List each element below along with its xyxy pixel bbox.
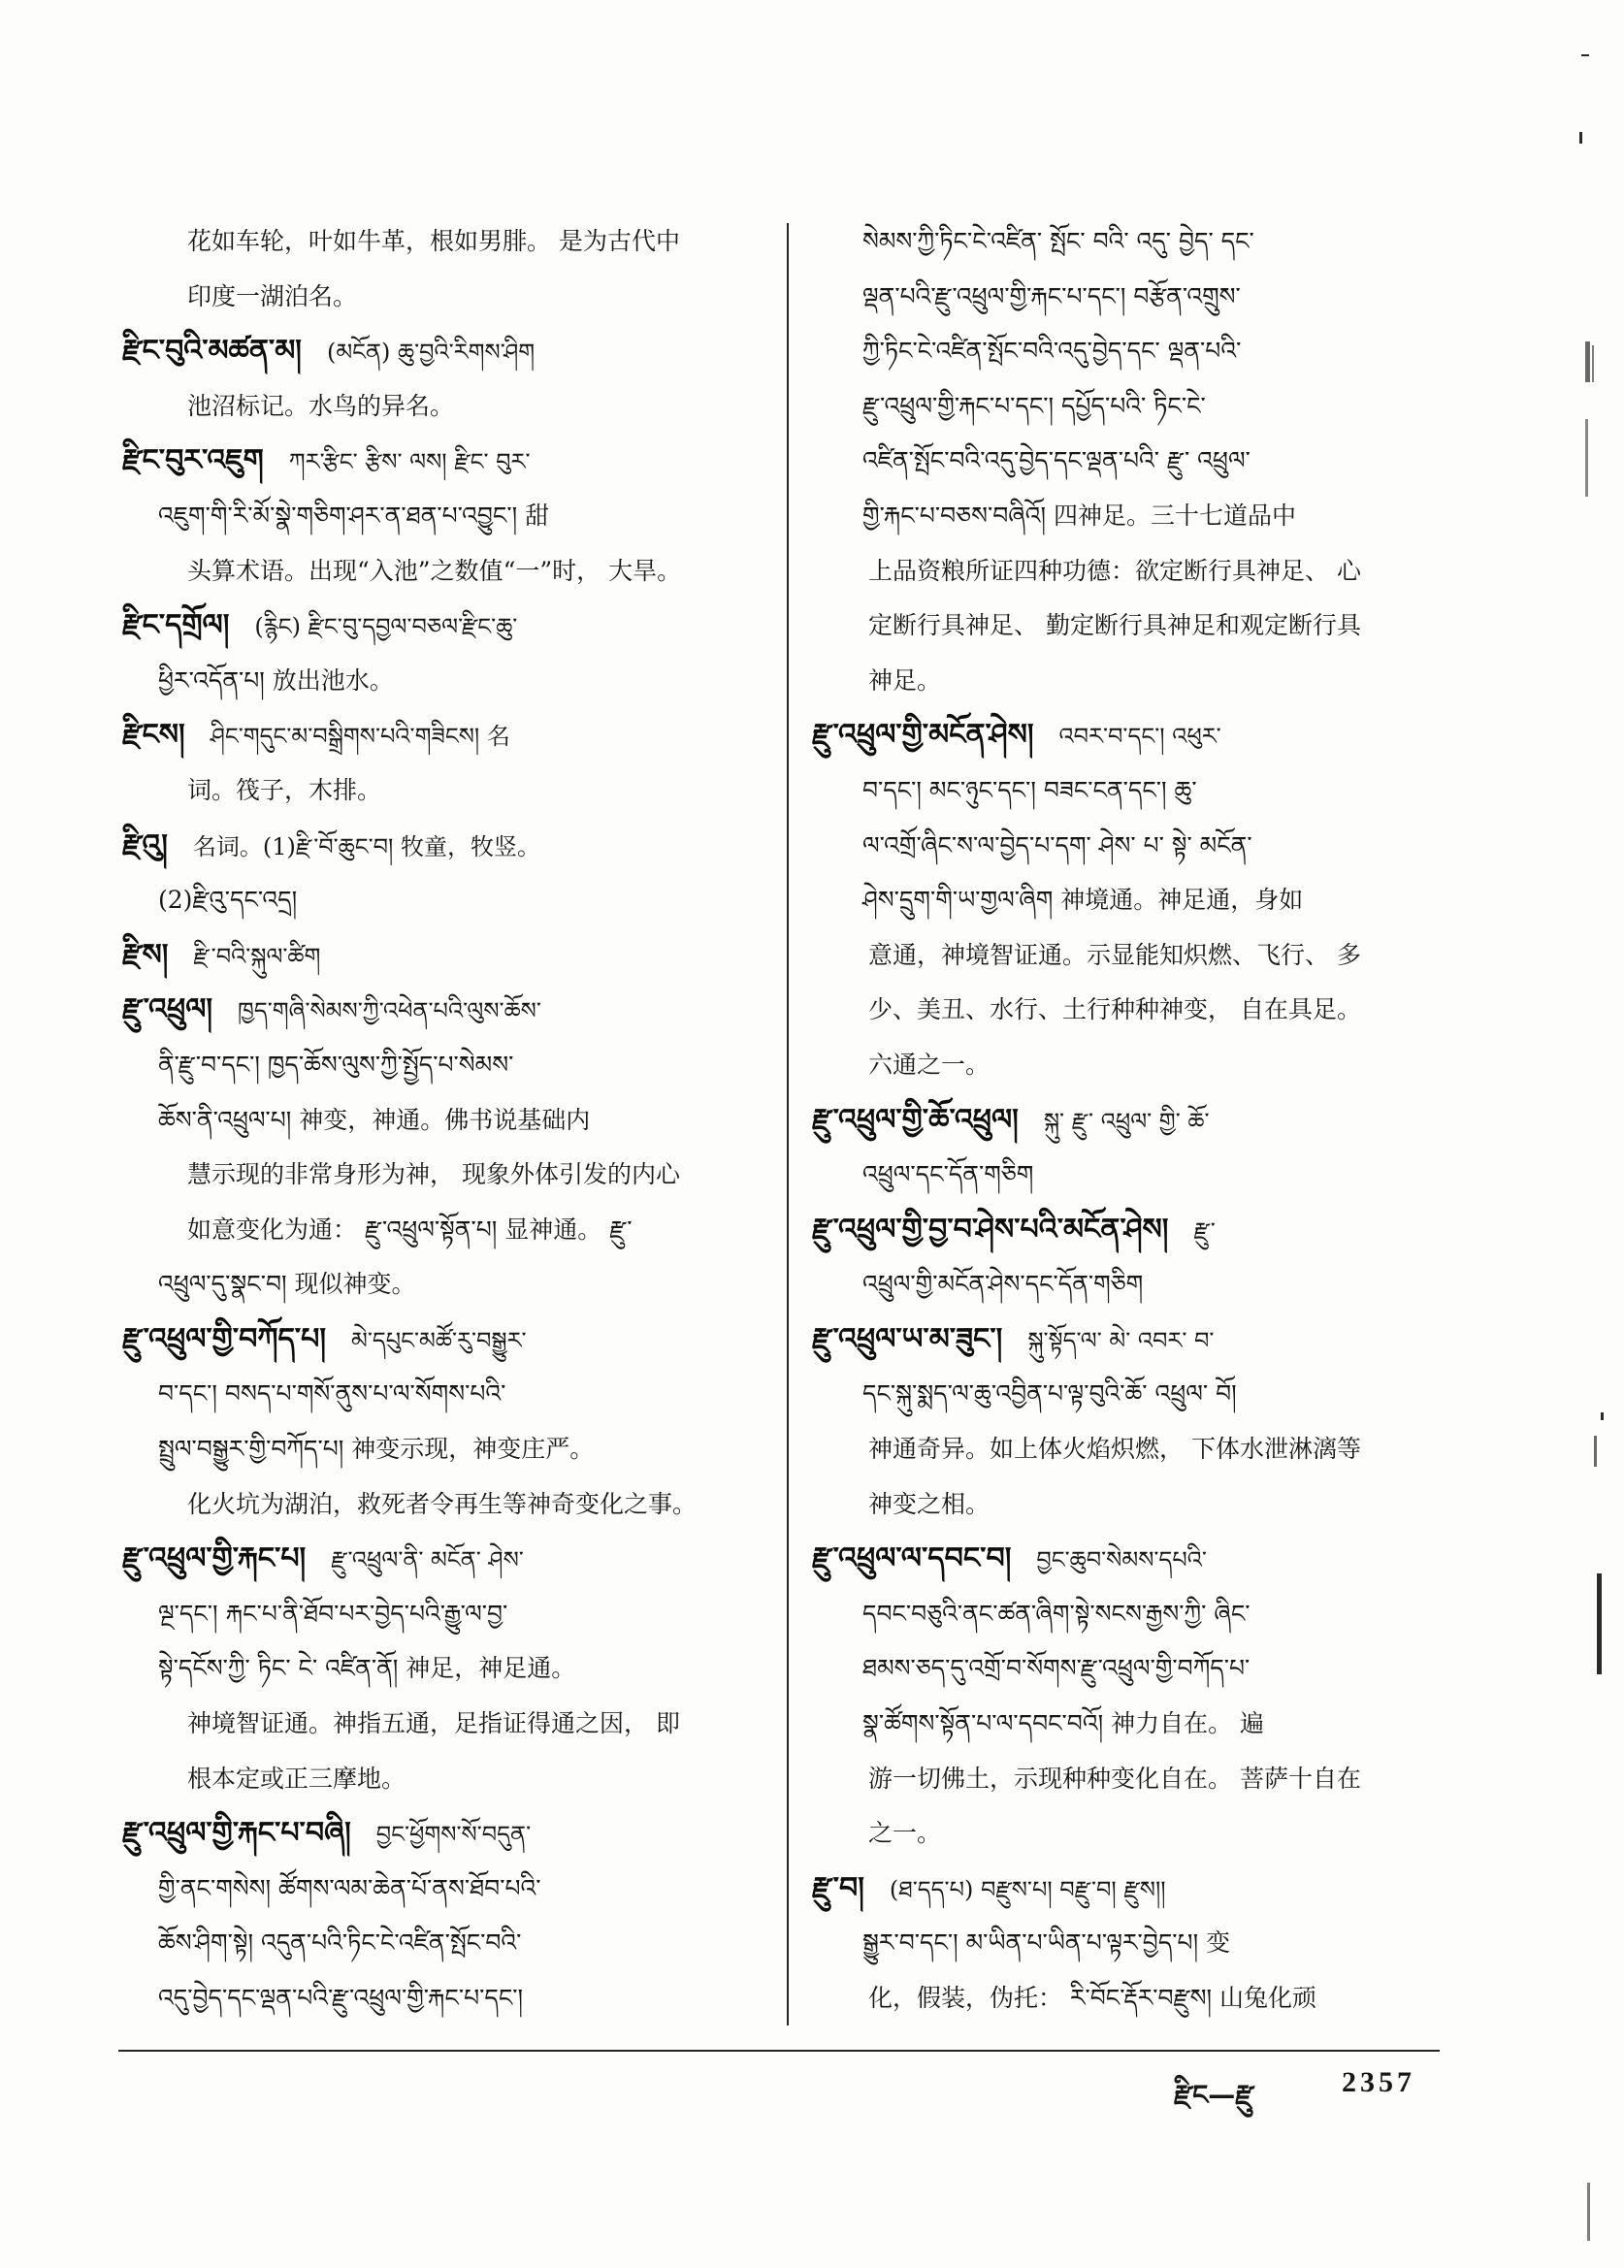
scan-artifact: [1579, 132, 1582, 144]
definition-text: (ཐ་དད་པ) བརྫུས་པ། བརྫུ་བ། རྫུས།།: [889, 1875, 1166, 1903]
definition-line: ཤེས་དྲུག་གི་ཡ་གྱལ་ཞིག 神境通。神足通，身如: [862, 886, 1304, 915]
definition-line: སྤྲུལ་བསྒྱུར་གྱི་བཀོད་པ། 神变示现，神变庄严。: [158, 1435, 595, 1464]
definition-line: གྱི་ནང་གསེས། ཚོགས་ལམ་ཆེན་པོ་ནས་ཐོབ་པའི་: [158, 1873, 541, 1902]
definition-line: འཇུག་གི་རི་མོ་སྣེ་གཅིག་ཤར་ན་ཐན་པ་འབྱུང་། 甜: [158, 501, 550, 530]
headword: རྫུ་འཕྲུལ་གྱི་རྐང་པ།: [122, 1541, 307, 1576]
definition-line: 神变之相。: [868, 1489, 991, 1518]
definition-line: ནི་རྫུ་བ་དང་། ཁྱད་ཆོས་ལུས་ཀྱི་སྤྱོད་པ་སེམས་: [158, 1050, 514, 1079]
definition-line: 六通之一。: [868, 1050, 991, 1079]
definition-line: 上品资粮所证四种功德：欲定断行具神足、 心: [868, 556, 1361, 585]
definition-line: 神通奇异。如上体火焰炽燃， 下体水泄淋漓等: [868, 1435, 1361, 1464]
definition-line: 如意变化为通： རྫུ་འཕྲུལ་སྟོན་པ། 显神通。 རྫུ་: [187, 1215, 633, 1244]
dictionary-entry: [812, 708, 1437, 1092]
definition-line: 头算术语。出现“入池”之数值“一”时， 大旱。: [187, 556, 682, 585]
definition-line: ལྡན་པའི་རྫུ་འཕྲུལ་གྱི་རྐང་པ་དང་། བརྩོན་འགྲུས་: [862, 281, 1241, 310]
definition-text: (མངོན) ཆུ་བྱའི་རིགས་ཤིག: [326, 339, 536, 367]
headword: རྫིས།: [122, 937, 169, 972]
scan-artifact: [1581, 54, 1589, 56]
definition-line: རྫུ་འཕྲུལ་གྱི་རྐང་པ་དང་། དཔྱོད་པའི་ ཏིང་ངེ་: [862, 391, 1206, 420]
headword: རྫིང་དགྲོལ།: [122, 608, 230, 643]
headword-line: [812, 1203, 1437, 1258]
dictionary-entry: [122, 708, 763, 818]
definition-text: སྐུ་སྟོད་ལ་ མེ་ འབར་ བ་: [1027, 1326, 1215, 1354]
definition-text: ཀར་རྩིང་ རྩིས་ ལས། རྫིང་ བུར་: [288, 448, 531, 476]
definition-line: 化，假装，伪托： རི་བོང་རྡོར་བརྫུས། 山兔化顽: [868, 1984, 1316, 2012]
definition-line: 化火坑为湖泊，救死者令再生等神奇变化之事。: [187, 1489, 698, 1518]
headword: རྫུ་འཕྲུལ་གྱི་བྱ་བ་ཤེས་པའི་མངོན་ཤེས།: [812, 1212, 1169, 1247]
definition-line: སེམས་ཀྱི་ཏིང་ངེ་འཛིན་ སྤོང་ བའི་ འདུ་ བྱེད་ དང་: [862, 227, 1254, 255]
definition-line: བ་དང་། མང་ཉུང་དང་། བཟང་ངན་དང་། ཆུ་: [862, 775, 1197, 804]
definition-line: འཕྲུལ་དུ་སྣང་བ། 现似神变。: [158, 1270, 416, 1299]
headword-line: [122, 599, 763, 654]
page-number: 2357: [1342, 2066, 1415, 2098]
definition-line: ལ་འགྲོ་ཞིང་ས་ལ་བྱེད་པ་དག་ ཤེས་ པ་ སྟེ་ མངོན་: [862, 830, 1252, 859]
dictionary-entry: [812, 1312, 1437, 1532]
definition-text: རྫུ་: [1193, 1216, 1216, 1245]
definition-line: 花如车轮，叶如牛革，根如男腓。 是为古代中: [187, 227, 680, 255]
definition-text: བྱང་ཕྱོགས་སོ་བདུན་: [375, 1821, 532, 1849]
definition-line: འཕྲུལ་དང་དོན་གཅིག: [862, 1160, 1034, 1189]
definition-text: ཤིང་གདུང་མ་བསྒྲིགས་པའི་གཟིངས། 名: [210, 723, 510, 751]
definition-line: 少、美丑、水行、土行种种神变， 自在具足。: [868, 995, 1361, 1024]
headword-line: [122, 1532, 763, 1587]
dictionary-entry: [812, 1203, 1437, 1312]
entry-continuation: [812, 214, 1437, 708]
definition-text: (རྙིང) རྫིང་བུ་དབྱལ་བཅལ་རྫིང་ཆུ་: [254, 613, 518, 641]
definition-line: (2)རྫིའུ་དང་འདྲ།: [158, 886, 298, 915]
definition-text: རྫི་བའི་སྐུལ་ཚིག: [193, 942, 321, 970]
dictionary-entry: [122, 434, 763, 599]
headword-line: [812, 1532, 1437, 1587]
definition-line: སྟེ་དངོས་ཀྱི་ ཏིང་ ངེ་ འཛིན་ནོ། 神足，神足通。: [158, 1654, 576, 1683]
headword: རྫུ་འཕྲུལ་གྱི་བཀོད་པ།: [122, 1321, 326, 1356]
definition-line: 意通，神境智证通。示显能知炽燃、飞行、 多: [868, 940, 1361, 969]
dictionary-entry: [122, 1532, 763, 1806]
headword-line: [812, 1862, 1437, 1917]
left-column: [122, 214, 763, 2026]
headword-line: [122, 1806, 763, 1862]
headword: རྫུ་འཕྲུལ།: [122, 992, 213, 1027]
definition-text: འབར་བ་དང་། འཕུར་: [1058, 723, 1221, 751]
definition-line: དབང་བཅུའི་ནང་ཚན་ཞིག་སྟེ་སངས་རྒྱས་ཀྱི་ ཞིང་: [862, 1599, 1250, 1628]
dictionary-entry: [122, 324, 763, 434]
dictionary-entry: [122, 819, 763, 928]
scan-artifact: [1594, 1436, 1597, 1467]
definition-text: སྐུ་ རྫུ་ འཕྲུལ་ གྱི་ ཆོ་: [1043, 1107, 1210, 1135]
headword: རྫིངས།: [122, 718, 185, 753]
definition-line: 慧示现的非常身形为神， 现象外体引发的内心: [187, 1160, 680, 1189]
definition-line: དང་སྐུ་སྨད་ལ་ཆུ་འབྱིན་པ་ལྟ་བུའི་ཆོ་ འཕྲུལ་ བོ།: [862, 1379, 1237, 1409]
headword-line: [812, 1093, 1437, 1149]
definition-line: 之一。: [868, 1819, 942, 1848]
definition-text: རྫུ་འཕྲུལ་ནི་ མངོན་ ཤེས་: [331, 1546, 524, 1574]
scan-artifact: [1585, 419, 1588, 497]
definition-line: ཀྱི་ཏིང་ངེ་འཛིན་སྤོང་བའི་འདུ་བྱེད་དང་ ལྡན་པའི་: [862, 337, 1242, 366]
definition-line: 印度一湖泊名。: [187, 281, 358, 310]
definition-line: བ་དང་། བསད་པ་གསོ་ནུས་པ་ལ་སོགས་པའི་: [158, 1379, 506, 1409]
definition-line: སྒྱུར་བ་དང་། མ་ཡིན་པ་ཡིན་པ་ལྟར་བྱེད་པ། 变: [862, 1928, 1231, 1958]
definition-line: སྣ་ཚོགས་སྟོན་པ་ལ་དབང་བའོ། 神力自在。 遍: [862, 1709, 1265, 1738]
definition-line: 神境智证通。神指五通，足指证得通之因， 即: [187, 1709, 680, 1738]
headword: རྫིའུ།: [122, 827, 168, 862]
headword: རྫུ་འཕྲུལ་གྱི་རྐང་པ་བཞི།: [122, 1816, 351, 1851]
definition-line: 词。筏子，木排。: [187, 775, 382, 804]
headword: རྫུ་བ།: [812, 1870, 864, 1905]
definition-line: གྱི་རྐང་པ་བཅས་བཞིའོ། 四神足。三十七道品中: [862, 501, 1296, 530]
scan-artifact: [1592, 345, 1594, 382]
dictionary-entry: [122, 983, 763, 1312]
footer-rule: [118, 2050, 1440, 2052]
definition-line: འཕྲུལ་གྱི་མངོན་ཤེས་དང་དོན་གཅིག: [862, 1270, 1144, 1299]
definition-line: 池沼标记。水鸟的异名。: [187, 391, 455, 420]
headword: རྫིང་བུར་འཇུག: [122, 443, 264, 478]
headword: རྫུ་འཕྲུལ་ལ་དབང་བ།: [812, 1541, 1012, 1576]
headword-line: [122, 1312, 763, 1368]
dictionary-entry: [812, 1093, 1437, 1203]
definition-line: 定断行具神足、 勤定断行具神足和观定断行具: [868, 611, 1361, 640]
dictionary-entry: [812, 1862, 1437, 2026]
definition-text: 名词。(1)རྫི་བོ་ཆུང་བ། 牧童，牧竖。: [192, 832, 540, 860]
headword-line: [122, 324, 763, 379]
headword-line: [122, 928, 763, 984]
headword: རྫུ་འཕྲུལ་གྱི་ཆོ་འཕྲུལ།: [812, 1102, 1019, 1137]
scan-artifact: [1597, 1573, 1602, 1674]
definition-line: 游一切佛土，示现种种变化自在。 菩萨十自在: [868, 1764, 1361, 1793]
scan-artifact: [1585, 341, 1590, 382]
dictionary-entry: [812, 1532, 1437, 1862]
definition-line: 根本定或正三摩地。: [187, 1764, 406, 1793]
definition-line: འཛིན་སྤོང་བའི་འདུ་བྱེད་དང་ལྡན་པའི་ རྫུ་ འཕྲུལ་: [862, 446, 1250, 475]
guide-words: རྫིང—རྫུ: [1174, 2079, 1254, 2111]
dictionary-entry: [122, 1806, 763, 2025]
headword: རྫུ་འཕྲུལ་ཡ་མ་ཟུང་།: [812, 1321, 1003, 1356]
scan-artifact: [1601, 1412, 1604, 1420]
definition-line: ཐམས་ཅད་དུ་འགྲོ་བ་སོགས་རྫུ་འཕྲུལ་གྱི་བཀོད་པ་: [862, 1654, 1250, 1683]
headword: རྫུ་འཕྲུལ་གྱི་མངོན་ཤེས།: [812, 718, 1034, 753]
dictionary-entry: [122, 1312, 763, 1532]
headword-line: [812, 708, 1437, 763]
headword-line: [122, 708, 763, 763]
entry-continuation: [122, 214, 763, 324]
definition-line: ཆོས་ཤིག་སྟེ། འདུན་པའི་ཏིང་ངེ་འཛིན་སྤོང་བའི་: [158, 1928, 522, 1958]
headword-line: [122, 434, 763, 489]
scan-artifact: [1587, 2183, 1590, 2241]
definition-text: བྱང་ཆུབ་སེམས་དཔའི་: [1036, 1546, 1207, 1574]
definition-line: ཕྱིར་འདོན་པ། 放出池水。: [158, 665, 394, 695]
definition-line: ལྔ་དང་། རྐང་པ་ནི་ཐོབ་པར་བྱེད་པའི་རྒྱུ་ལ་བྱ་: [158, 1599, 508, 1628]
definition-line: 神足。: [868, 665, 942, 695]
dictionary-entry: [122, 928, 763, 984]
definition-line: ཆོས་ནི་འཕྲུལ་པ། 神变，神通。佛书说基础内: [158, 1105, 591, 1134]
column-divider: [787, 223, 789, 2025]
dictionary-entry: [122, 599, 763, 708]
headword-line: [812, 1312, 1437, 1368]
headword-line: [122, 819, 763, 874]
headword-line: [122, 983, 763, 1038]
headword: རྫིང་བུའི་མཚན་མ།: [122, 334, 302, 369]
definition-text: མེ་དཔུང་མཚོ་རུ་བསྒྱུར་: [351, 1326, 527, 1354]
definition-line: འདུ་བྱེད་དང་ལྡན་པའི་རྫུ་འཕྲུལ་གྱི་རྐང་པ་དང་།: [158, 1984, 524, 2012]
definition-text: ཁྱད་གཞི་སེམས་ཀྱི་འཕེན་པའི་ལུས་ཆོས་: [238, 997, 541, 1025]
right-column: [812, 214, 1437, 2026]
